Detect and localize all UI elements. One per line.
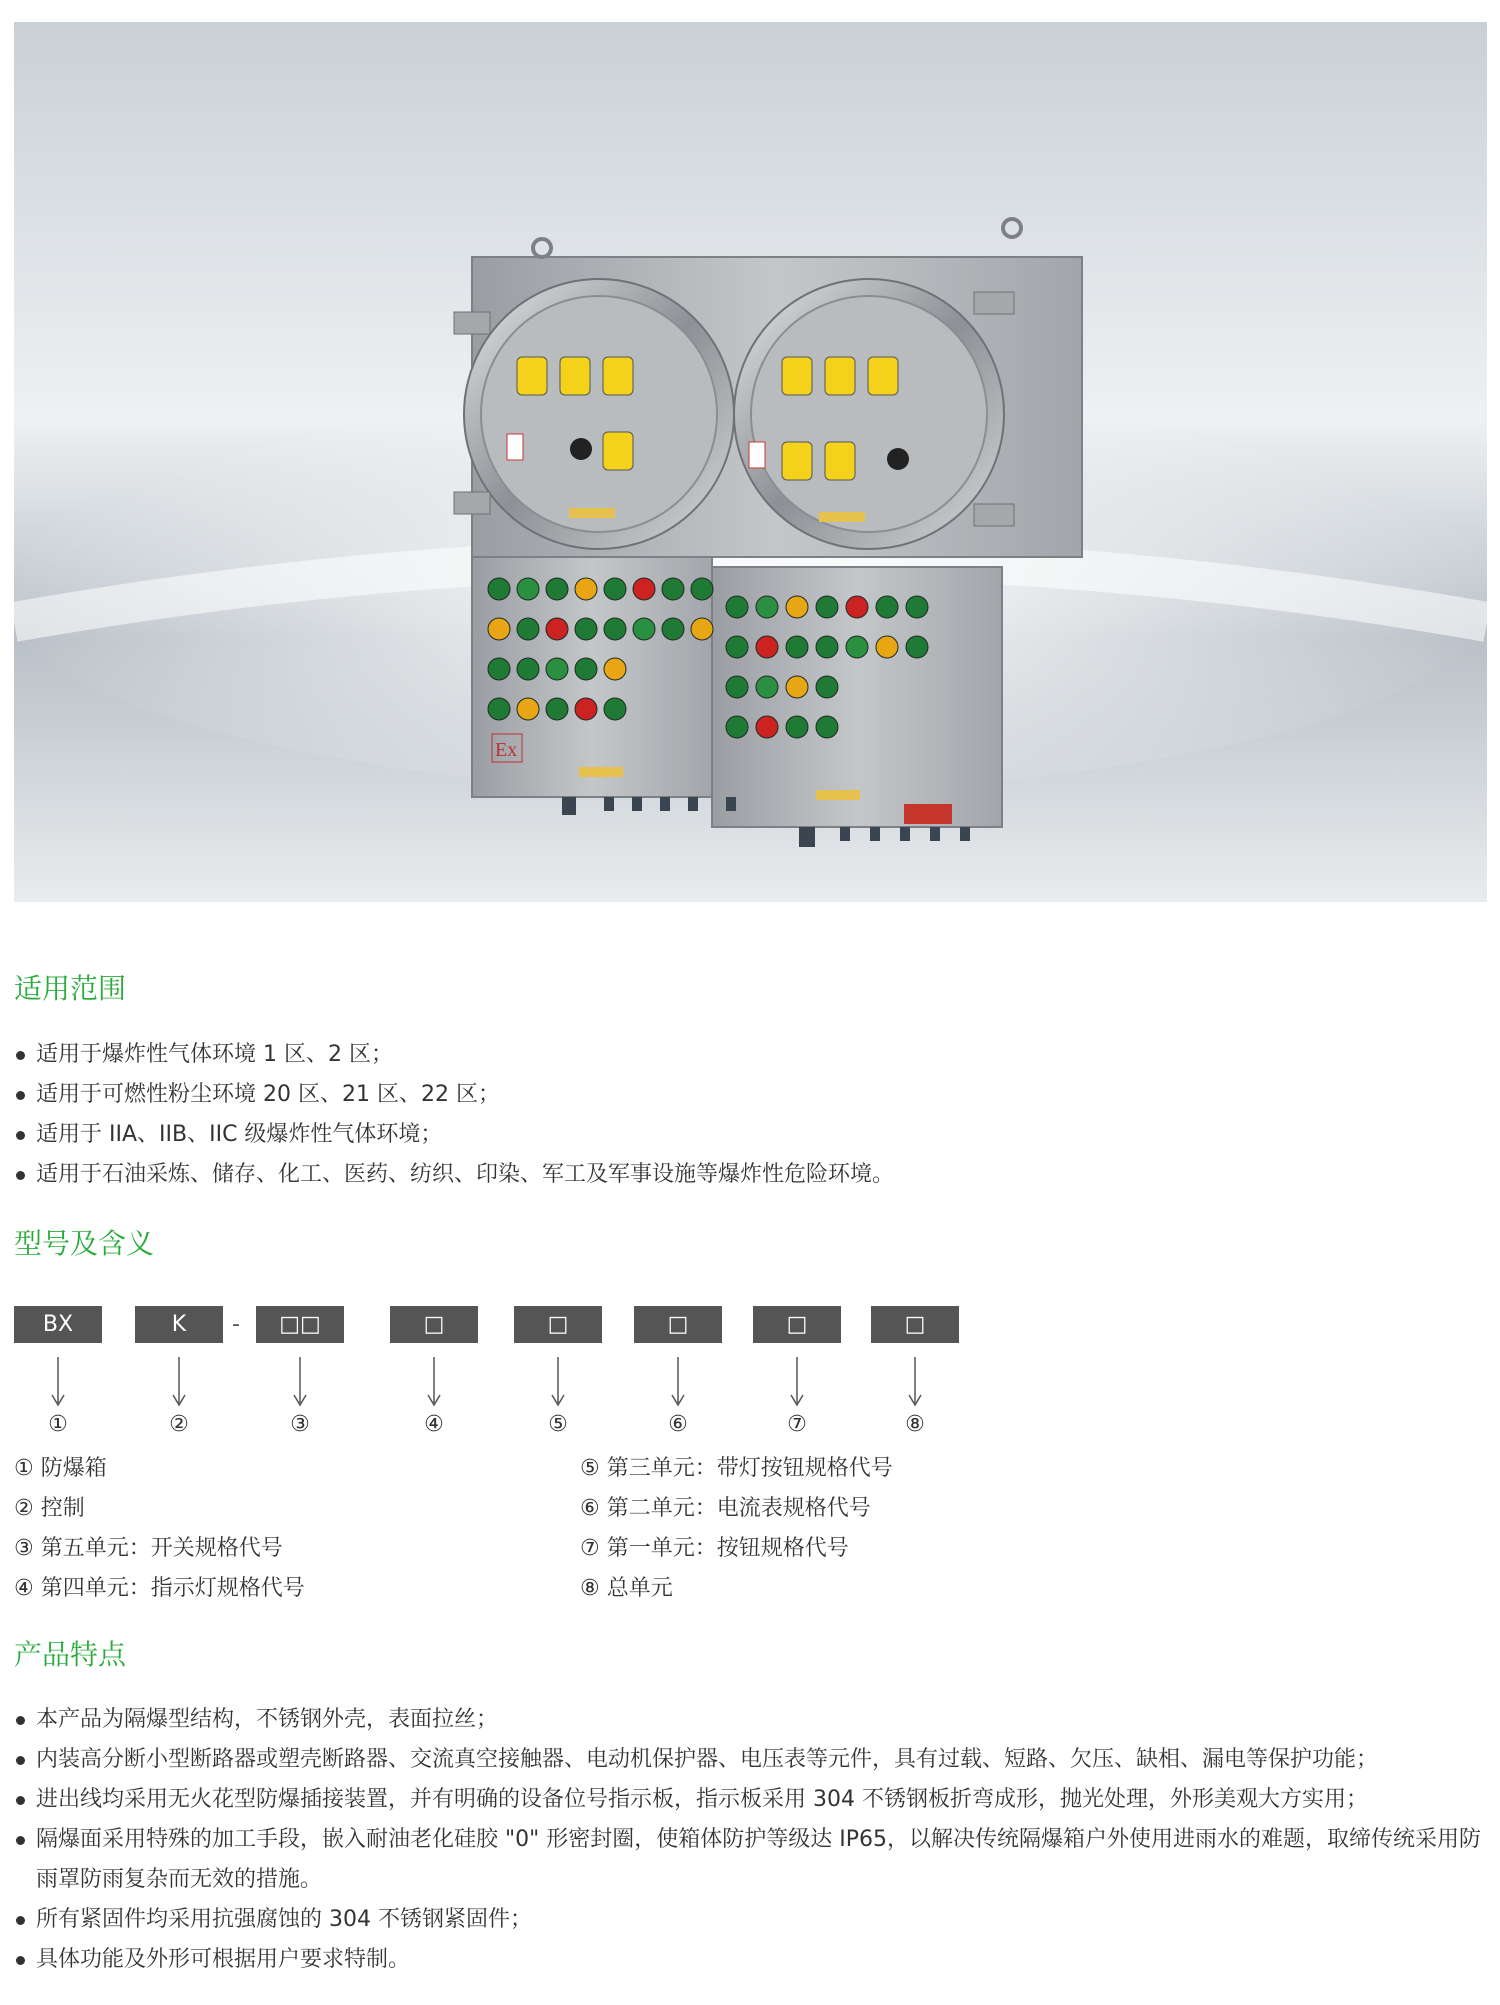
down-arrow-icon <box>668 1357 688 1407</box>
down-arrow-icon <box>905 1357 925 1407</box>
push-button-icon <box>756 716 778 738</box>
push-button-icon <box>517 658 539 680</box>
section-title-features: 产品特点 <box>14 1638 127 1671</box>
down-arrow-icon <box>424 1357 444 1407</box>
scope-item: 适用于 IIA、IIB、IIC 级爆炸性气体环境； <box>14 1115 894 1155</box>
push-button-icon <box>726 716 748 738</box>
model-code-dash: - <box>232 1312 240 1337</box>
feature-item: 所有紧固件均采用抗强腐蚀的 304 不锈钢紧固件； <box>14 1900 1484 1940</box>
push-button-icon <box>662 578 684 600</box>
push-button-icon <box>756 596 778 618</box>
feature-item: 内装高分断小型断路器或塑壳断路器、交流真空接触器、电动机保护器、电压表等元件，具有过载、短路、欠压、缺相、漏电等保护功能； <box>14 1740 1484 1780</box>
push-button-icon <box>816 596 838 618</box>
model-code-box: □ <box>753 1306 841 1343</box>
model-legend-left <box>14 1449 305 1609</box>
features-list <box>14 1700 1484 1980</box>
push-button-icon <box>662 618 684 640</box>
model-number: ② <box>169 1412 189 1437</box>
section-title-scope: 适用范围 <box>14 972 127 1005</box>
model-number: ⑥ <box>668 1412 688 1437</box>
push-button-icon <box>786 636 808 658</box>
down-arrow-icon <box>290 1357 310 1407</box>
legend-item: ⑦ 第一单元：按钮规格代号 <box>580 1536 849 1561</box>
push-button-icon <box>546 618 568 640</box>
push-button-icon <box>726 676 748 698</box>
push-button-icon <box>488 618 510 640</box>
push-button-icon <box>517 578 539 600</box>
legend-item: ④ 第四单元：指示灯规格代号 <box>14 1576 305 1601</box>
push-button-icon <box>876 636 898 658</box>
push-button-icon <box>488 578 510 600</box>
model-legend-right <box>580 1449 893 1609</box>
feature-item: 隔爆面采用特殊的加工手段，嵌入耐油老化硅胶 "0" 形密封圈，使箱体防护等级达 IP65，以解决传统隔爆箱户外使用进雨水的难题，取缔传统采用防 雨罩防雨复杂而无效的措施。 <box>14 1820 1484 1900</box>
push-button-icon <box>906 596 928 618</box>
model-number: ③ <box>290 1412 310 1437</box>
model-code-box: □ <box>514 1306 602 1343</box>
legend-item: ⑤ 第三单元：带灯按钮规格代号 <box>580 1456 893 1481</box>
push-button-icon <box>604 578 626 600</box>
push-button-icon <box>816 636 838 658</box>
push-button-icon <box>846 636 868 658</box>
model-number: ⑧ <box>905 1412 925 1437</box>
model-code-box: □□ <box>256 1306 344 1343</box>
scope-item: 适用于石油采炼、储存、化工、医药、纺织、印染、军工及军事设施等爆炸性危险环境。 <box>14 1155 894 1195</box>
push-button-icon <box>575 578 597 600</box>
push-button-icon <box>726 636 748 658</box>
model-code-box: □ <box>634 1306 722 1343</box>
legend-item: ③ 第五单元：开关规格代号 <box>14 1536 283 1561</box>
scope-item: 适用于爆炸性气体环境 1 区、2 区； <box>14 1035 894 1075</box>
push-button-icon <box>488 658 510 680</box>
push-button-icon <box>816 716 838 738</box>
model-number: ④ <box>424 1412 444 1437</box>
down-arrow-icon <box>787 1357 807 1407</box>
push-button-icon <box>633 578 655 600</box>
push-button-icon <box>756 676 778 698</box>
push-button-icon <box>604 618 626 640</box>
push-button-icon <box>546 698 568 720</box>
model-code-box: BX <box>14 1306 102 1343</box>
push-button-icon <box>517 618 539 640</box>
feature-item: 具体功能及外形可根据用户要求特制。 <box>14 1940 1484 1980</box>
push-button-icon <box>575 618 597 640</box>
legend-item: ① 防爆箱 <box>14 1456 107 1481</box>
down-arrow-icon <box>548 1357 568 1407</box>
product-photo <box>14 22 1487 902</box>
push-button-icon <box>691 578 713 600</box>
model-number: ⑦ <box>787 1412 807 1437</box>
push-button-icon <box>906 636 928 658</box>
legend-item: ⑥ 第二单元：电流表规格代号 <box>580 1496 871 1521</box>
down-arrow-icon <box>169 1357 189 1407</box>
push-button-icon <box>546 658 568 680</box>
push-button-icon <box>488 698 510 720</box>
push-button-icon <box>575 658 597 680</box>
down-arrow-icon <box>48 1357 68 1407</box>
push-button-icon <box>691 618 713 640</box>
push-button-icon <box>876 596 898 618</box>
push-button-icon <box>786 676 808 698</box>
model-number: ⑤ <box>548 1412 568 1437</box>
explosion-proof-box-illustration <box>14 22 1487 902</box>
scope-item: 适用于可燃性粉尘环境 20 区、21 区、22 区； <box>14 1075 894 1115</box>
model-code-box: K <box>135 1306 223 1343</box>
section-title-model: 型号及含义 <box>14 1227 155 1260</box>
model-code-box: □ <box>871 1306 959 1343</box>
push-button-icon <box>726 596 748 618</box>
legend-item: ② 控制 <box>14 1496 85 1521</box>
ex-mark: Ex <box>495 739 518 761</box>
push-button-icon <box>786 716 808 738</box>
push-button-icon <box>604 658 626 680</box>
push-button-icon <box>756 636 778 658</box>
legend-item: ⑧ 总单元 <box>580 1576 673 1601</box>
push-button-icon <box>633 618 655 640</box>
push-button-icon <box>604 698 626 720</box>
scope-list <box>14 1035 894 1195</box>
push-button-icon <box>816 676 838 698</box>
model-code-box: □ <box>390 1306 478 1343</box>
push-button-icon <box>575 698 597 720</box>
feature-item: 进出线均采用无火花型防爆插接装置，并有明确的设备位号指示板，指示板采用 304 不锈钢板折弯成形，抛光处理，外形美观大方实用； <box>14 1780 1484 1820</box>
push-button-icon <box>786 596 808 618</box>
push-button-icon <box>846 596 868 618</box>
push-button-icon <box>517 698 539 720</box>
feature-item: 本产品为隔爆型结构，不锈钢外壳，表面拉丝； <box>14 1700 1484 1740</box>
push-button-icon <box>546 578 568 600</box>
model-number: ① <box>48 1412 68 1437</box>
